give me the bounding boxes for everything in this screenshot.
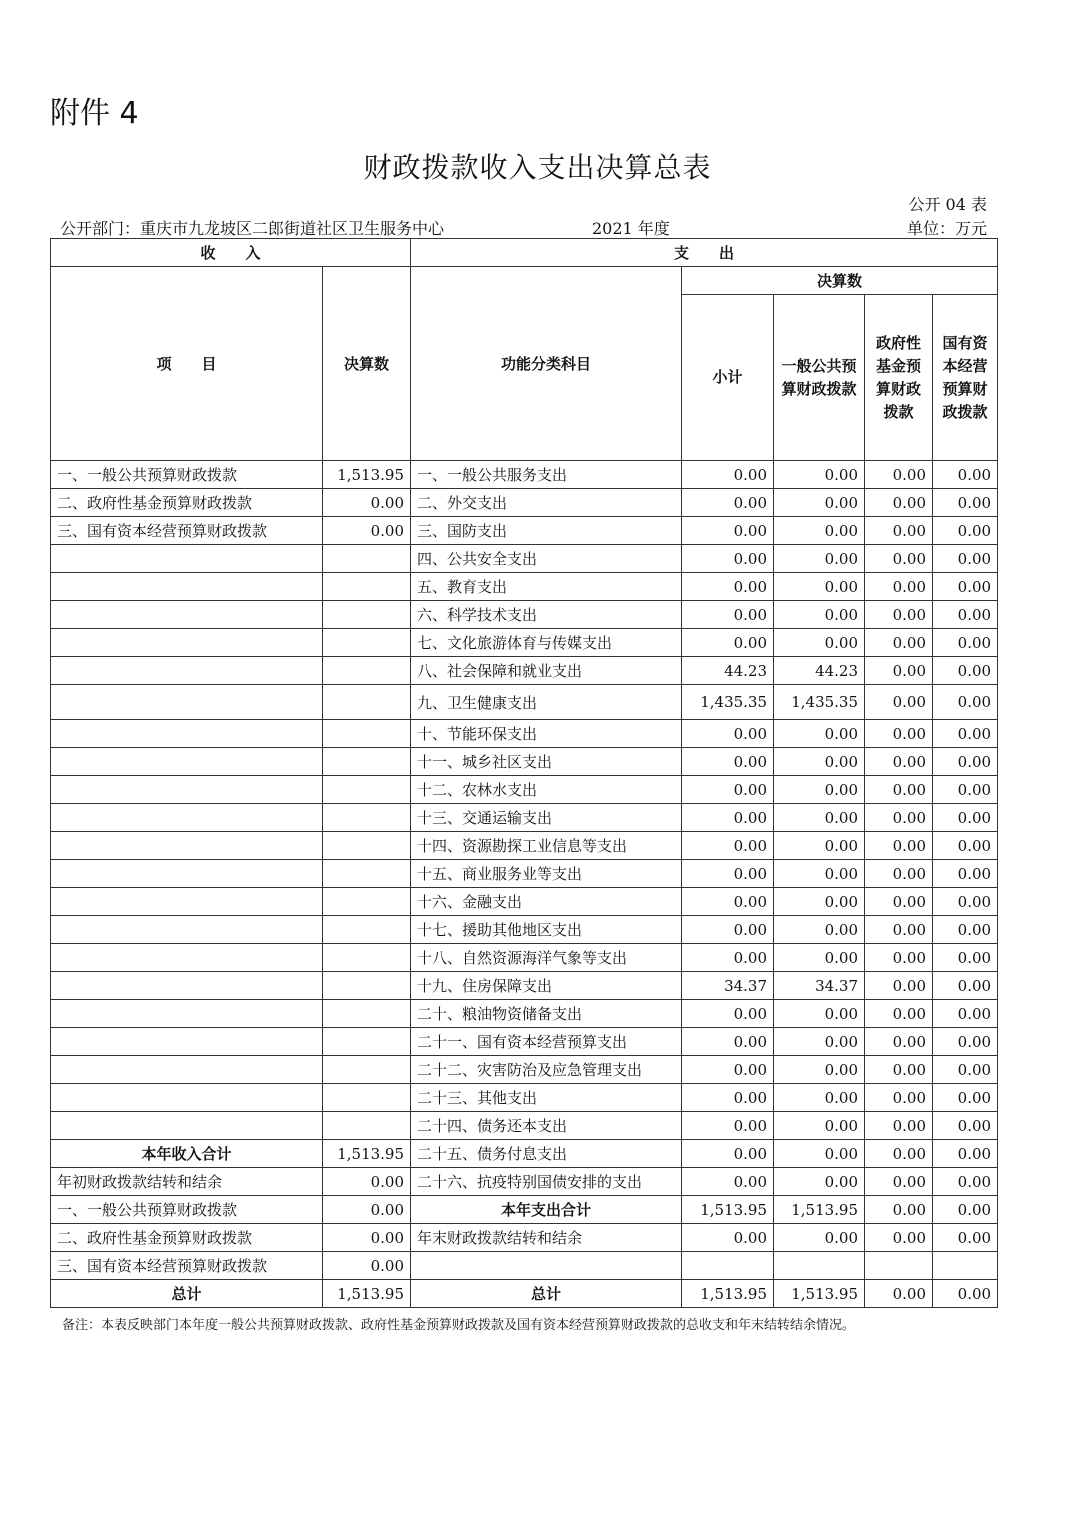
expense-item-cell: 六、科学技术支出	[411, 601, 682, 629]
state-capital-cell: 0.00	[933, 489, 998, 517]
gov-fund-cell: 0.00	[865, 1028, 933, 1056]
expense-item-cell	[411, 1252, 682, 1280]
general-budget-cell	[774, 1252, 865, 1280]
table-row	[51, 1252, 998, 1280]
gov-fund-cell: 0.00	[865, 1196, 933, 1224]
state-capital-cell: 0.00	[933, 1280, 998, 1308]
income-item-cell	[51, 804, 323, 832]
general-budget-cell: 0.00	[774, 1224, 865, 1252]
expense-item-cell: 十四、资源勘探工业信息等支出	[411, 832, 682, 860]
subtotal-cell: 0.00	[682, 1168, 774, 1196]
subtotal-header: 小计	[682, 295, 774, 461]
gov-fund-header: 政府性基金预算财政拨款	[865, 295, 933, 461]
income-amount-cell: 0.00	[323, 1168, 411, 1196]
income-amount-cell: 0.00	[323, 1252, 411, 1280]
expense-item-cell: 八、社会保障和就业支出	[411, 657, 682, 685]
table-row	[51, 832, 998, 860]
budget-table	[50, 238, 998, 1308]
subtotal-cell: 0.00	[682, 601, 774, 629]
income-amount-cell	[323, 748, 411, 776]
expense-item-cell: 十九、住房保障支出	[411, 972, 682, 1000]
expense-item-cell: 五、教育支出	[411, 573, 682, 601]
general-budget-cell: 1,513.95	[774, 1280, 865, 1308]
income-item-cell	[51, 573, 323, 601]
expense-item-cell: 二十六、抗疫特别国债安排的支出	[411, 1168, 682, 1196]
income-item-cell	[51, 888, 323, 916]
general-budget-cell: 0.00	[774, 517, 865, 545]
state-capital-cell: 0.00	[933, 545, 998, 573]
income-item-cell: 二、政府性基金预算财政拨款	[51, 1224, 323, 1252]
expense-item-cell: 十八、自然资源海洋气象等支出	[411, 944, 682, 972]
general-budget-cell: 0.00	[774, 1056, 865, 1084]
state-capital-header: 国有资本经营预算财政拨款	[933, 295, 998, 461]
page-title: 财政拨款收入支出决算总表	[363, 151, 712, 184]
income-amount-header: 决算数	[323, 267, 411, 461]
amount-group-header: 决算数	[682, 267, 998, 295]
table-row	[51, 573, 998, 601]
expense-item-cell: 本年支出合计	[411, 1196, 682, 1224]
general-budget-cell: 0.00	[774, 916, 865, 944]
state-capital-cell: 0.00	[933, 517, 998, 545]
income-item-cell: 年初财政拨款结转和结余	[51, 1168, 323, 1196]
income-item-cell: 一、一般公共预算财政拨款	[51, 461, 323, 489]
income-item-cell	[51, 944, 323, 972]
state-capital-cell: 0.00	[933, 748, 998, 776]
income-amount-cell: 0.00	[323, 517, 411, 545]
gov-fund-cell: 0.00	[865, 1224, 933, 1252]
gov-fund-cell: 0.00	[865, 972, 933, 1000]
table-row	[51, 888, 998, 916]
state-capital-cell: 0.00	[933, 601, 998, 629]
income-item-cell	[51, 629, 323, 657]
gov-fund-cell: 0.00	[865, 860, 933, 888]
income-amount-cell	[323, 1112, 411, 1140]
income-amount-cell	[323, 573, 411, 601]
subtotal-cell: 0.00	[682, 489, 774, 517]
table-number: 公开 04 表	[908, 195, 987, 214]
general-budget-cell: 0.00	[774, 1028, 865, 1056]
gov-fund-cell: 0.00	[865, 1140, 933, 1168]
expense-item-cell: 九、卫生健康支出	[411, 685, 682, 720]
general-budget-cell: 0.00	[774, 1084, 865, 1112]
income-amount-cell: 1,513.95	[323, 1140, 411, 1168]
general-budget-cell: 0.00	[774, 601, 865, 629]
state-capital-cell: 0.00	[933, 1196, 998, 1224]
gov-fund-cell: 0.00	[865, 545, 933, 573]
general-budget-cell: 0.00	[774, 832, 865, 860]
income-item-cell	[51, 972, 323, 1000]
gov-fund-cell: 0.00	[865, 804, 933, 832]
state-capital-cell: 0.00	[933, 1056, 998, 1084]
state-capital-cell: 0.00	[933, 1168, 998, 1196]
income-item-cell	[51, 1112, 323, 1140]
income-amount-cell: 1,513.95	[323, 1280, 411, 1308]
expense-item-cell: 总计	[411, 1280, 682, 1308]
table-row	[51, 601, 998, 629]
subtotal-cell: 0.00	[682, 1224, 774, 1252]
gov-fund-cell: 0.00	[865, 629, 933, 657]
table-row	[51, 657, 998, 685]
general-budget-cell: 0.00	[774, 1000, 865, 1028]
table-row	[51, 804, 998, 832]
gov-fund-cell: 0.00	[865, 888, 933, 916]
table-row	[51, 720, 998, 748]
income-amount-cell	[323, 629, 411, 657]
expense-item-cell: 四、公共安全支出	[411, 545, 682, 573]
subtotal-cell: 1,513.95	[682, 1280, 774, 1308]
general-budget-cell: 0.00	[774, 720, 865, 748]
gov-fund-cell: 0.00	[865, 776, 933, 804]
gov-fund-cell: 0.00	[865, 720, 933, 748]
income-item-cell	[51, 1000, 323, 1028]
income-amount-cell	[323, 685, 411, 720]
expense-item-cell: 二十三、其他支出	[411, 1084, 682, 1112]
income-header: 收 入	[51, 239, 411, 267]
income-amount-cell	[323, 776, 411, 804]
subtotal-cell: 0.00	[682, 1140, 774, 1168]
gov-fund-cell: 0.00	[865, 748, 933, 776]
income-amount-cell	[323, 720, 411, 748]
state-capital-cell: 0.00	[933, 720, 998, 748]
gov-fund-cell: 0.00	[865, 461, 933, 489]
table-row	[51, 461, 998, 489]
gov-fund-cell: 0.00	[865, 1000, 933, 1028]
expense-item-cell: 二十二、灾害防治及应急管理支出	[411, 1056, 682, 1084]
state-capital-cell: 0.00	[933, 1224, 998, 1252]
expense-item-cell: 十、节能环保支出	[411, 720, 682, 748]
income-item-cell: 总计	[51, 1280, 323, 1308]
income-amount-cell	[323, 888, 411, 916]
subtotal-cell: 0.00	[682, 1028, 774, 1056]
income-amount-cell: 0.00	[323, 489, 411, 517]
table-row	[51, 545, 998, 573]
state-capital-cell: 0.00	[933, 860, 998, 888]
general-budget-cell: 0.00	[774, 545, 865, 573]
state-capital-cell	[933, 1252, 998, 1280]
general-budget-cell: 0.00	[774, 944, 865, 972]
expense-item-cell: 十六、金融支出	[411, 888, 682, 916]
gov-fund-cell: 0.00	[865, 517, 933, 545]
table-row	[51, 1028, 998, 1056]
subtotal-cell: 0.00	[682, 573, 774, 601]
general-budget-header: 一般公共预算财政拨款	[774, 295, 865, 461]
expense-item-cell: 二、外交支出	[411, 489, 682, 517]
expense-item-cell: 三、国防支出	[411, 517, 682, 545]
item-header: 项 目	[51, 267, 323, 461]
subtotal-cell: 34.37	[682, 972, 774, 1000]
gov-fund-cell: 0.00	[865, 573, 933, 601]
gov-fund-cell: 0.00	[865, 601, 933, 629]
table-row	[51, 517, 998, 545]
income-amount-cell	[323, 601, 411, 629]
unit-label: 单位：万元	[906, 219, 987, 238]
footnote: 备注：本表反映部门本年度一般公共预算财政拨款、政府性基金预算财政拨款及国有资本经营预算财政拨款的总收支和年末结转结余情况。	[62, 1318, 856, 1333]
department-label: 公开部门：重庆市九龙坡区二郎街道社区卫生服务中心	[60, 219, 445, 238]
gov-fund-cell: 0.00	[865, 489, 933, 517]
income-amount-cell	[323, 804, 411, 832]
state-capital-cell: 0.00	[933, 1140, 998, 1168]
table-row	[51, 1056, 998, 1084]
expense-item-cell: 一、一般公共服务支出	[411, 461, 682, 489]
subtotal-cell	[682, 1252, 774, 1280]
table-row	[51, 1168, 998, 1196]
subtotal-cell: 0.00	[682, 860, 774, 888]
income-item-cell	[51, 685, 323, 720]
income-item-cell	[51, 832, 323, 860]
income-item-cell	[51, 916, 323, 944]
income-amount-cell: 0.00	[323, 1224, 411, 1252]
subtotal-cell: 0.00	[682, 888, 774, 916]
state-capital-cell: 0.00	[933, 573, 998, 601]
expense-item-cell: 二十一、国有资本经营预算支出	[411, 1028, 682, 1056]
expense-item-cell: 十五、商业服务业等支出	[411, 860, 682, 888]
table-row	[51, 1280, 998, 1308]
income-amount-cell	[323, 1084, 411, 1112]
table-row	[51, 944, 998, 972]
subtotal-cell: 1,435.35	[682, 685, 774, 720]
table-row	[51, 916, 998, 944]
gov-fund-cell: 0.00	[865, 1112, 933, 1140]
expense-item-cell: 二十五、债务付息支出	[411, 1140, 682, 1168]
state-capital-cell: 0.00	[933, 776, 998, 804]
state-capital-cell: 0.00	[933, 461, 998, 489]
table-row	[51, 1196, 998, 1224]
table-row	[51, 1084, 998, 1112]
general-budget-cell: 1,513.95	[774, 1196, 865, 1224]
table-row	[51, 972, 998, 1000]
general-budget-cell: 0.00	[774, 1140, 865, 1168]
gov-fund-cell: 0.00	[865, 1280, 933, 1308]
income-amount-cell: 1,513.95	[323, 461, 411, 489]
state-capital-cell: 0.00	[933, 685, 998, 720]
table-row	[51, 776, 998, 804]
table-row	[51, 860, 998, 888]
state-capital-cell: 0.00	[933, 1028, 998, 1056]
income-amount-cell	[323, 916, 411, 944]
income-amount-cell	[323, 1000, 411, 1028]
gov-fund-cell: 0.00	[865, 916, 933, 944]
income-item-cell	[51, 601, 323, 629]
expense-item-cell: 十一、城乡社区支出	[411, 748, 682, 776]
gov-fund-cell: 0.00	[865, 657, 933, 685]
state-capital-cell: 0.00	[933, 888, 998, 916]
state-capital-cell: 0.00	[933, 916, 998, 944]
subtotal-cell: 0.00	[682, 517, 774, 545]
expense-item-cell: 七、文化旅游体育与传媒支出	[411, 629, 682, 657]
subtotal-cell: 0.00	[682, 629, 774, 657]
subtotal-cell: 0.00	[682, 1112, 774, 1140]
income-amount-cell	[323, 545, 411, 573]
income-item-cell	[51, 860, 323, 888]
gov-fund-cell	[865, 1252, 933, 1280]
state-capital-cell: 0.00	[933, 1084, 998, 1112]
expense-item-cell: 二十、粮油物资储备支出	[411, 1000, 682, 1028]
general-budget-cell: 1,435.35	[774, 685, 865, 720]
expense-item-cell: 二十四、债务还本支出	[411, 1112, 682, 1140]
function-class-header: 功能分类科目	[411, 267, 682, 461]
expense-item-cell: 十七、援助其他地区支出	[411, 916, 682, 944]
subtotal-cell: 0.00	[682, 1084, 774, 1112]
gov-fund-cell: 0.00	[865, 1084, 933, 1112]
general-budget-cell: 0.00	[774, 1168, 865, 1196]
income-amount-cell	[323, 657, 411, 685]
gov-fund-cell: 0.00	[865, 1168, 933, 1196]
income-item-cell	[51, 748, 323, 776]
state-capital-cell: 0.00	[933, 972, 998, 1000]
income-item-cell	[51, 1056, 323, 1084]
income-amount-cell	[323, 832, 411, 860]
general-budget-cell: 0.00	[774, 461, 865, 489]
income-item-cell	[51, 657, 323, 685]
income-item-cell	[51, 1084, 323, 1112]
general-budget-cell: 0.00	[774, 804, 865, 832]
income-item-cell	[51, 776, 323, 804]
general-budget-cell: 0.00	[774, 489, 865, 517]
expense-header: 支 出	[411, 239, 998, 267]
table-row	[51, 1000, 998, 1028]
gov-fund-cell: 0.00	[865, 1056, 933, 1084]
state-capital-cell: 0.00	[933, 944, 998, 972]
state-capital-cell: 0.00	[933, 629, 998, 657]
subtotal-cell: 0.00	[682, 545, 774, 573]
income-item-cell: 二、政府性基金预算财政拨款	[51, 489, 323, 517]
income-item-cell: 一、一般公共预算财政拨款	[51, 1196, 323, 1224]
general-budget-cell: 0.00	[774, 888, 865, 916]
subtotal-cell: 0.00	[682, 1000, 774, 1028]
general-budget-cell: 34.37	[774, 972, 865, 1000]
subtotal-cell: 0.00	[682, 804, 774, 832]
state-capital-cell: 0.00	[933, 1000, 998, 1028]
income-item-cell: 三、国有资本经营预算财政拨款	[51, 1252, 323, 1280]
income-amount-cell	[323, 944, 411, 972]
fiscal-year: 2021 年度	[592, 219, 670, 238]
subtotal-cell: 0.00	[682, 1056, 774, 1084]
income-item-cell: 本年收入合计	[51, 1140, 323, 1168]
subtotal-cell: 0.00	[682, 832, 774, 860]
gov-fund-cell: 0.00	[865, 944, 933, 972]
general-budget-cell: 0.00	[774, 629, 865, 657]
table-row	[51, 489, 998, 517]
general-budget-cell: 0.00	[774, 860, 865, 888]
income-amount-cell	[323, 1056, 411, 1084]
general-budget-cell: 0.00	[774, 776, 865, 804]
general-budget-cell: 0.00	[774, 1112, 865, 1140]
expense-item-cell: 年末财政拨款结转和结余	[411, 1224, 682, 1252]
table-row	[51, 1112, 998, 1140]
state-capital-cell: 0.00	[933, 657, 998, 685]
table-row	[51, 629, 998, 657]
general-budget-cell: 44.23	[774, 657, 865, 685]
income-amount-cell: 0.00	[323, 1196, 411, 1224]
income-item-cell	[51, 720, 323, 748]
subtotal-cell: 0.00	[682, 776, 774, 804]
income-item-cell: 三、国有资本经营预算财政拨款	[51, 517, 323, 545]
attachment-label: 附件 4	[50, 96, 139, 131]
state-capital-cell: 0.00	[933, 804, 998, 832]
expense-item-cell: 十三、交通运输支出	[411, 804, 682, 832]
income-amount-cell	[323, 860, 411, 888]
subtotal-cell: 44.23	[682, 657, 774, 685]
table-row	[51, 1140, 998, 1168]
subtotal-cell: 1,513.95	[682, 1196, 774, 1224]
income-amount-cell	[323, 972, 411, 1000]
expense-item-cell: 十二、农林水支出	[411, 776, 682, 804]
table-row	[51, 685, 998, 720]
table-row	[51, 1224, 998, 1252]
table-row	[51, 748, 998, 776]
income-item-cell	[51, 545, 323, 573]
state-capital-cell: 0.00	[933, 832, 998, 860]
income-amount-cell	[323, 1028, 411, 1056]
state-capital-cell: 0.00	[933, 1112, 998, 1140]
general-budget-cell: 0.00	[774, 748, 865, 776]
income-item-cell	[51, 1028, 323, 1056]
gov-fund-cell: 0.00	[865, 685, 933, 720]
subtotal-cell: 0.00	[682, 944, 774, 972]
subtotal-cell: 0.00	[682, 461, 774, 489]
subtotal-cell: 0.00	[682, 916, 774, 944]
gov-fund-cell: 0.00	[865, 832, 933, 860]
subtotal-cell: 0.00	[682, 720, 774, 748]
subtotal-cell: 0.00	[682, 748, 774, 776]
general-budget-cell: 0.00	[774, 573, 865, 601]
